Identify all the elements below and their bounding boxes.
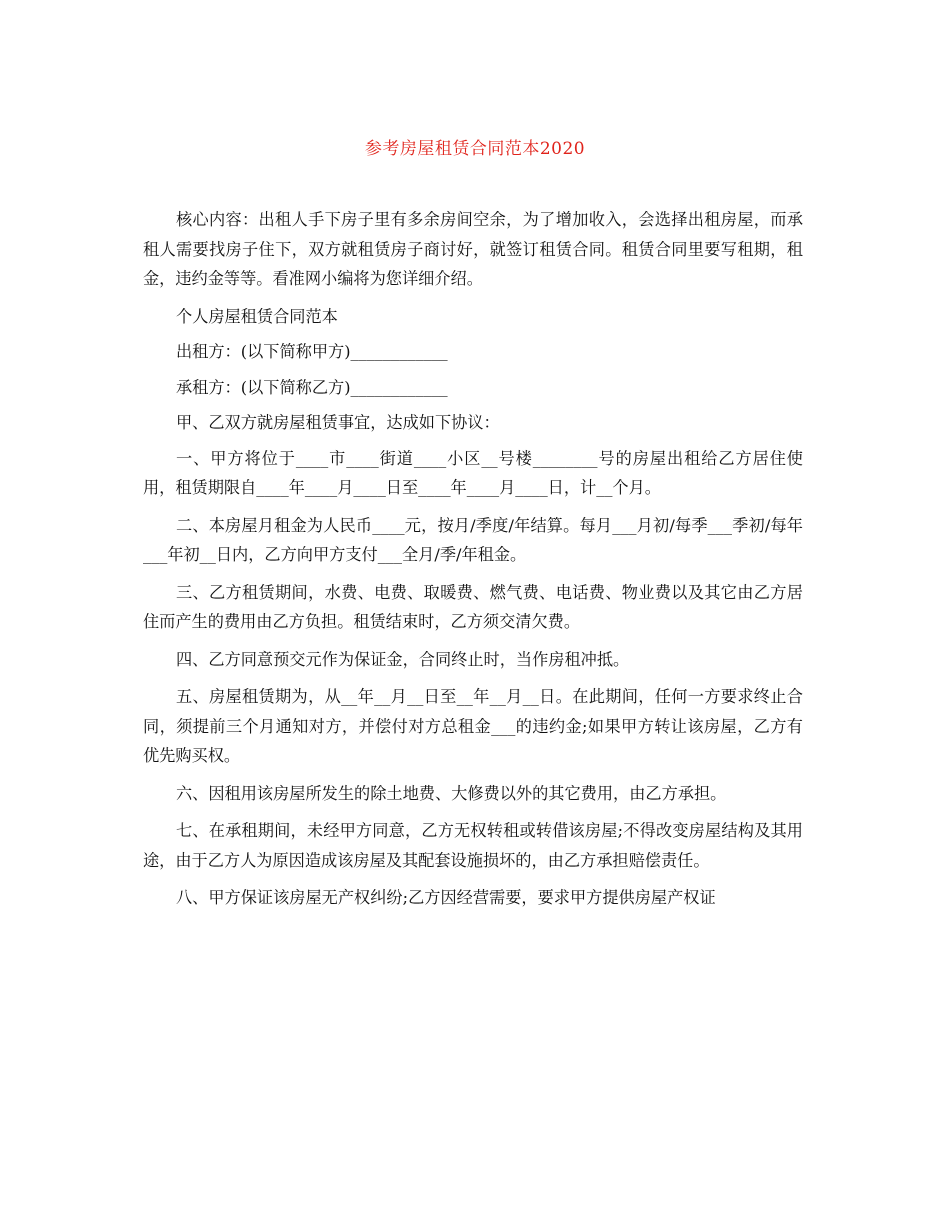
clause-1: 一、甲方将位于____市____街道____小区__号楼________号的房屋出租给乙方居住使用，租赁期限自____年____月____日至____年____月____日，计__个月。 bbox=[143, 448, 803, 497]
clause-3: 三、乙方租赁期间，水费、电费、取暖费、燃气费、电话费、物业费以及其它由乙方居住而产生的费用由乙方负担。租赁结束时，乙方须交清欠费。 bbox=[143, 582, 803, 631]
clause-7: 七、在承租期间，未经甲方同意，乙方无权转租或转借该房屋;不得改变房屋结构及其用途，由于乙方人为原因造成该房屋及其配套设施损坏的，由乙方承担赔偿责任。 bbox=[143, 821, 803, 870]
intro-paragraph: 核心内容：出租人手下房子里有多余房间空余，为了增加收入，会选择出租房屋，而承租人需要找房子住下，双方就租赁房子商讨好，就签订租赁合同。租赁合同里要写租期，租金，违约金等等。看准网小编将为您详细介绍。 bbox=[143, 210, 803, 288]
lessee-line: 承租方：(以下简称乙方)____________ bbox=[176, 377, 448, 397]
contract-heading: 个人房屋租赁合同范本 bbox=[176, 306, 338, 326]
agreement-intro: 甲、乙双方就房屋租赁事宜，达成如下协议： bbox=[176, 413, 500, 432]
lessor-line: 出租方：(以下简称甲方)____________ bbox=[176, 342, 448, 361]
document-body bbox=[143, 205, 803, 921]
clause-4: 四、乙方同意预交元作为保证金，合同终止时，当作房租冲抵。 bbox=[176, 649, 630, 669]
clause-8: 八、甲方保证该房屋无产权纠纷;乙方因经营需要，要求甲方提供房屋产权证 bbox=[176, 888, 716, 907]
clause-2: 二、本房屋月租金为人民币____元，按月/季度/年结算。每月___月初/每季___季初/每年___年初__日内，乙方向甲方支付___全月/季/年租金。 bbox=[143, 515, 803, 564]
clause-6: 六、因租用该房屋所发生的除土地费、大修费以外的其它费用，由乙方承担。 bbox=[176, 783, 727, 803]
document-title: 参考房屋租赁合同范本2020 bbox=[364, 139, 586, 159]
clause-5: 五、房屋租赁期为，从__年__月__日至__年__月__日。在此期间，任何一方要求终止合同，须提前三个月通知对方，并偿付对方总租金___的违约金;如果甲方转让该房屋，乙方有优先购买权。 bbox=[143, 687, 803, 765]
